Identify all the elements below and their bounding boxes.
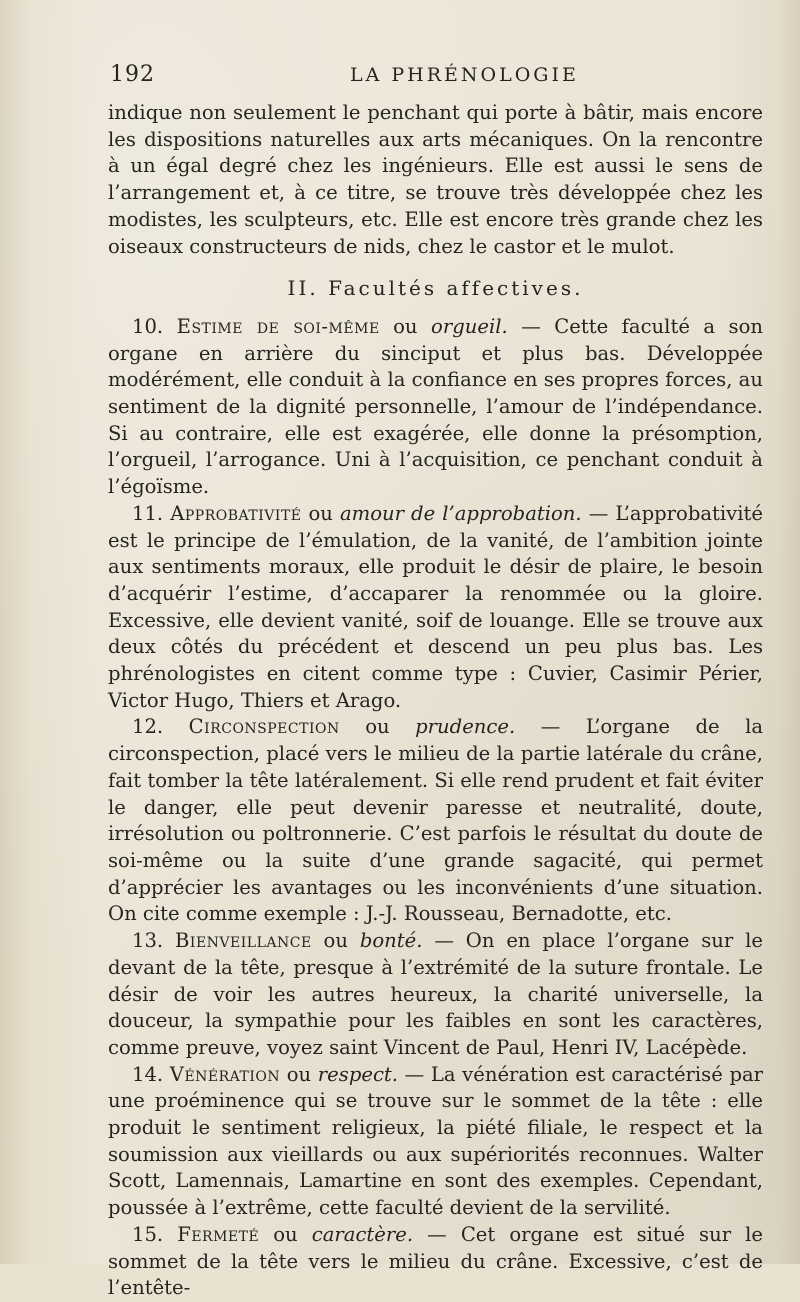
- entry-text: On en place l’organe sur le devant de la tête, presque à l’extrémité de la suture frontale. Le désir de voir les autres heureux, la charité universelle, la douceur, la sympathie pour les faibles en sont les caractères, comme preuve, voyez saint Vincent de Paul, Henri IV, Lacépède.: [108, 929, 764, 1059]
- entry-text: Cet organe est situé sur le sommet de la tête vers le milieu du crâne. Excessive, c’est de l’entête-: [108, 1222, 763, 1300]
- entry-connector: ou: [273, 1222, 298, 1246]
- entry-11: [108, 501, 763, 715]
- entry-text: L’organe de la circonspection, placé vers le milieu de la partie latérale du crâne, fait tomber la tête latéralement. Si elle rend prudent et fait éviter le danger, elle peut devenir paresse et neutralité, doute, irrésolution ou poltronnerie. C’est parfois le résultat du doute de soi-même ou la suite d’une grande sagacité, qui permet d’apprécier les avantages ou les inconvénients d’une situation. On cite comme exemple : J.-J. Rousseau, Bernadotte, etc.: [108, 715, 764, 926]
- entry-14: [108, 1062, 763, 1222]
- body-text: [108, 100, 763, 1302]
- entry-alt: caractère.: [311, 1222, 414, 1246]
- entry-dash: —: [540, 715, 561, 739]
- page-header: [110, 62, 750, 92]
- entry-text: L’approbativité est le principe de l’émulation, de la vanité, de l’ambition jointe aux sentiments moraux, elle produit le désir de plaire, le besoin d’acquérir l’estime, d’accaparer la renommée ou la gloire. Excessive, elle devient vanité, soif de louange. Elle se trouve aux deux côtés du précédent et descend un peu plus bas. Les phrénologistes en citent comme type : Cuvier, Casimir Périer, Victor Hugo, Thiers et Arago.: [108, 501, 763, 712]
- entry-term: Approbativité: [170, 501, 302, 525]
- entry-term: Fermeté: [177, 1222, 260, 1246]
- entry-number: 10.: [132, 314, 164, 338]
- entry-13: [108, 928, 763, 1062]
- entry-text: La vénération est caractérisé par une proéminence qui se trouve sur le sommet de la tête : elle produit le sentiment religieux, la piété filiale, le respect et la soumission aux vieillards ou aux supériorités reconnues. Walter Scott, Lamennais, Lamartine en sont des exemples. Cependant, poussée à l’extrême, cette faculté devient de la servilité.: [108, 1062, 764, 1220]
- entry-dash: —: [434, 929, 454, 953]
- entry-text: Cette faculté a son organe en arrière du sinciput et plus bas. Développée modérément, elle conduit à la confiance en ses propres forces, au sentiment de la dignité personnelle, l’amour de l’indépendance. Si au contraire, elle est exagérée, elle donne la présomption, l’orgueil, l’arrogance. Uni à l’acquisition, ce penchant conduit à l’égoïsme.: [108, 314, 763, 499]
- section-heading: II. Facultés affectives.: [287, 276, 584, 301]
- entry-term: Circonspection: [188, 715, 340, 739]
- entry-dash: —: [404, 1062, 425, 1086]
- entry-dash: —: [521, 314, 541, 338]
- entry-term: Estime de soi-même: [176, 314, 380, 338]
- entry-term: Bienveillance: [175, 929, 312, 953]
- entry-connector: ou: [393, 314, 418, 338]
- entry-connector: ou: [308, 501, 333, 525]
- entry-number: 11.: [132, 501, 164, 525]
- entry-number: 14.: [132, 1062, 164, 1086]
- entry-connector: ou: [323, 929, 348, 953]
- entry-number: 12.: [132, 715, 164, 739]
- entry-10: [108, 314, 763, 501]
- running-title: LA PHRÉNOLOGIE: [350, 64, 579, 86]
- entry-alt: respect.: [317, 1062, 399, 1086]
- entry-alt: orgueil.: [431, 314, 508, 338]
- entry-connector: ou: [286, 1062, 312, 1086]
- entry-dash: —: [588, 501, 609, 525]
- intro-paragraph: indique non seulement le penchant qui porte à bâtir, mais encore les dispositions naturelles aux arts mécaniques. On la rencontre à un égal degré chez les ingénieurs. Elle est aussi le sens de l’arrangement et, à ce titre, se trouve très développée chez les modistes, les sculpteurs, etc. Elle est encore très grande chez les oiseaux constructeurs de nids, chez le castor et le mulot.: [108, 101, 763, 258]
- entry-number: 13.: [132, 929, 164, 953]
- entry-alt: amour de l’approbation.: [339, 501, 582, 525]
- entry-12: [108, 714, 763, 928]
- entry-alt: bonté.: [359, 929, 423, 953]
- entry-connector: ou: [365, 715, 390, 739]
- page-number: 192: [110, 62, 155, 87]
- entry-dash: —: [427, 1222, 447, 1246]
- entry-alt: prudence.: [415, 715, 516, 739]
- entry-number: 15.: [132, 1222, 164, 1246]
- entry-term: Vénération: [169, 1062, 281, 1086]
- entry-15: [108, 1222, 763, 1302]
